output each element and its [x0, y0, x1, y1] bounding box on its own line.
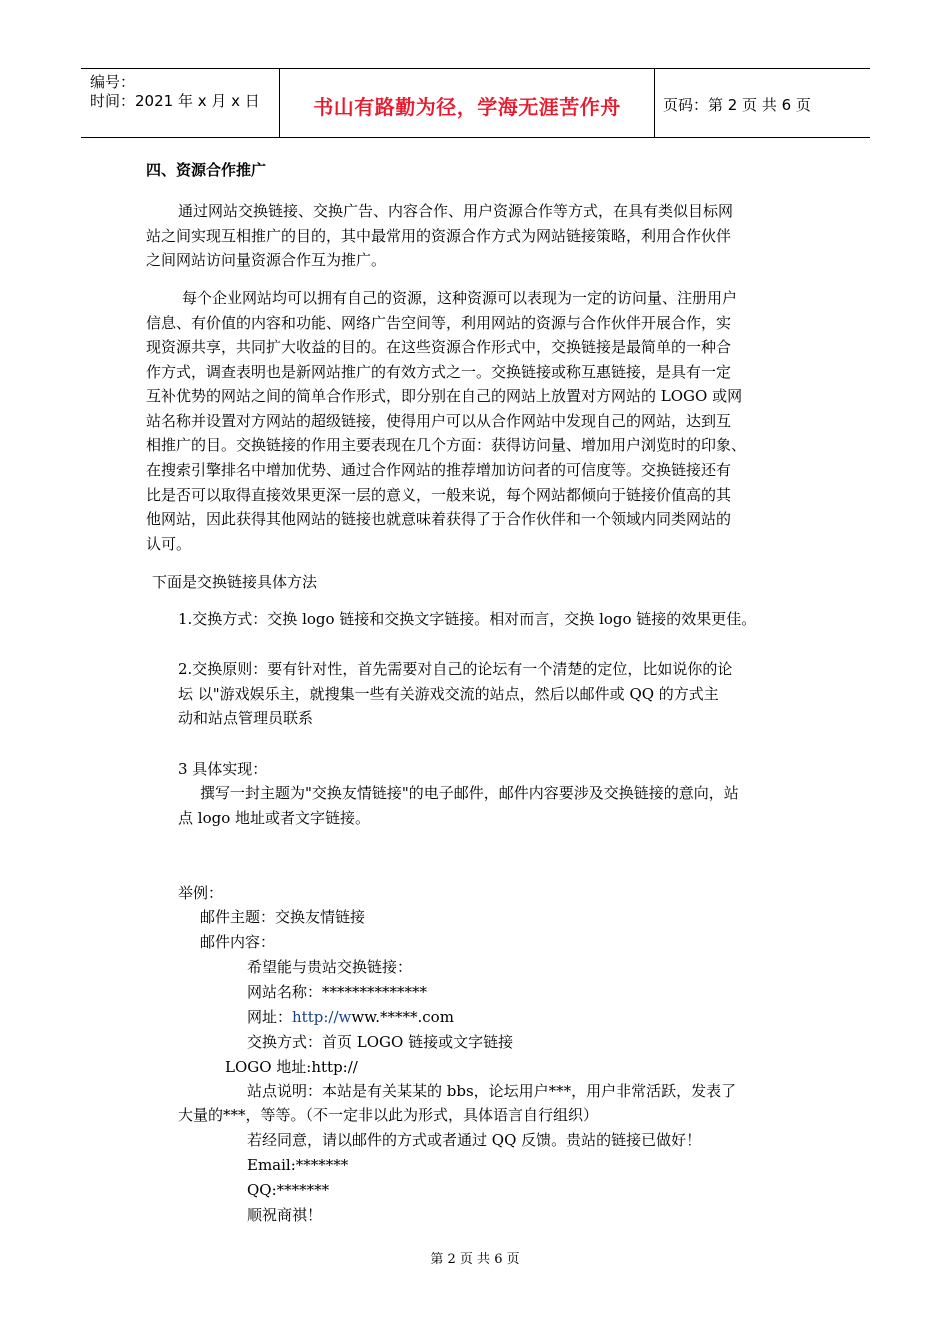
email-greeting: 希望能与贵站交换链接：: [247, 958, 413, 976]
para2-line: 每个企业网站均可以拥有自己的资源，这种资源可以表现为一定的访问量、注册用户: [182, 289, 738, 307]
para2-line: 相推广的目。交换链接的作用主要表现在几个方面：获得访问量、增加用户浏览时的印象、: [146, 436, 747, 454]
method-item-1: 1.交换方式：交换 logo 链接和交换文字链接。相对而言，交换 logo 链接的效果更佳。: [178, 610, 757, 628]
method-item-2-line: 动和站点管理员联系: [178, 709, 314, 727]
header-table: [81, 68, 870, 138]
example-label: 举例：: [178, 884, 224, 902]
email-logo-address: LOGO 地址:http://: [225, 1058, 358, 1076]
para2-line: 作方式，调查表明也是新网站推广的有效方式之一。交换链接或称互惠链接，是具有一定: [146, 363, 732, 381]
method-item-3-line: 点 logo 地址或者文字链接。: [178, 809, 370, 827]
method-intro: 下面是交换链接具体方法: [152, 573, 318, 591]
method-item-2-line: 坛 以"游戏娱乐主，就搜集一些有关游戏交流的站点，然后以邮件或 QQ 的方式主: [178, 685, 719, 703]
para2-line: 站名称并设置对方网站的超级链接，使得用户可以从合作网站中发现自己的网站，达到互: [146, 412, 732, 430]
header-meta-cell: [81, 69, 279, 137]
method-item-3-title: 3 具体实现：: [178, 760, 268, 778]
email-content-label: 邮件内容：: [200, 933, 276, 951]
email-agree: 若经同意，请以邮件的方式或者通过 QQ 反馈。贵站的链接已做好！: [247, 1131, 702, 1149]
url-rest: ww.*****.com: [351, 1008, 454, 1026]
url-link[interactable]: http://w: [292, 1008, 352, 1026]
email-site-name: 网站名称：**************: [247, 983, 428, 1001]
email-address: Email:*******: [247, 1156, 349, 1174]
number-label: 编号：: [90, 73, 136, 91]
email-desc-line: 站点说明：本站是有关某某的 bbs，论坛用户***，用户非常活跃，发表了: [247, 1082, 737, 1100]
header-page-cell: [654, 69, 870, 137]
email-closing: 顺祝商祺！: [247, 1206, 323, 1224]
para2-line: 信息、有价值的内容和功能、网络广告空间等，利用网站的资源与合作伙伴开展合作，实: [146, 314, 732, 332]
motto: 书山有路勤为径，学海无涯苦作舟: [313, 95, 621, 119]
email-qq: QQ:*******: [247, 1181, 330, 1199]
para2-line: 互补优势的网站之间的简单合作形式，即分别在自己的网站上放置对方网站的 LOGO 或网: [146, 387, 743, 405]
para1-line: 通过网站交换链接、交换广告、内容合作、用户资源合作等方式，在具有类似目标网: [178, 202, 734, 220]
para2-line: 他网站，因此获得其他网站的链接也就意味着获得了于合作伙伴和一个领域内同类网站的: [146, 510, 732, 528]
para2-line: 比是否可以取得直接效果更深一层的意义，一般来说，每个网站都倾向于链接价值高的其: [146, 486, 732, 504]
page-footer: 第 2 页 共 6 页: [430, 1252, 520, 1267]
url-label: 网址：: [247, 1008, 293, 1026]
para1-line: 站之间实现互相推广的目的，其中最常用的资源合作方式为网站链接策略，利用合作伙伴: [146, 227, 732, 245]
email-exchange-method: 交换方式：首页 LOGO 链接或文字链接: [247, 1033, 514, 1051]
para2-line: 在搜索引擎排名中增加优势、通过合作网站的推荐增加访问者的可信度等。交换链接还有: [146, 461, 732, 479]
method-item-3-line: 撰写一封主题为"交换友情链接"的电子邮件，邮件内容要涉及交换链接的意向，站: [200, 784, 739, 802]
para2-line: 认可。: [146, 535, 192, 553]
email-desc-line: 大量的***，等等。（不一定非以此为形式，具体语言自行组织）: [178, 1106, 599, 1124]
para2-line: 现资源共享，共同扩大收益的目的。在这些资源合作形式中，交换链接是最简单的一种合: [146, 338, 732, 356]
email-subject: 邮件主题：交换友情链接: [200, 908, 366, 926]
method-item-2-line: 2.交换原则：要有针对性，首先需要对自己的论坛有一个清楚的定位，比如说你的论: [178, 660, 733, 678]
header-motto-cell: [279, 69, 655, 137]
page-info: 页码：第 2 页 共 6 页: [663, 96, 811, 114]
para1-line: 之间网站访问量资源合作互为推广。: [146, 251, 387, 269]
section-heading: 四、资源合作推广: [146, 161, 267, 179]
time-label: 时间：2021 年 x 月 x 日: [90, 92, 260, 110]
email-url-line: [247, 1007, 454, 1027]
